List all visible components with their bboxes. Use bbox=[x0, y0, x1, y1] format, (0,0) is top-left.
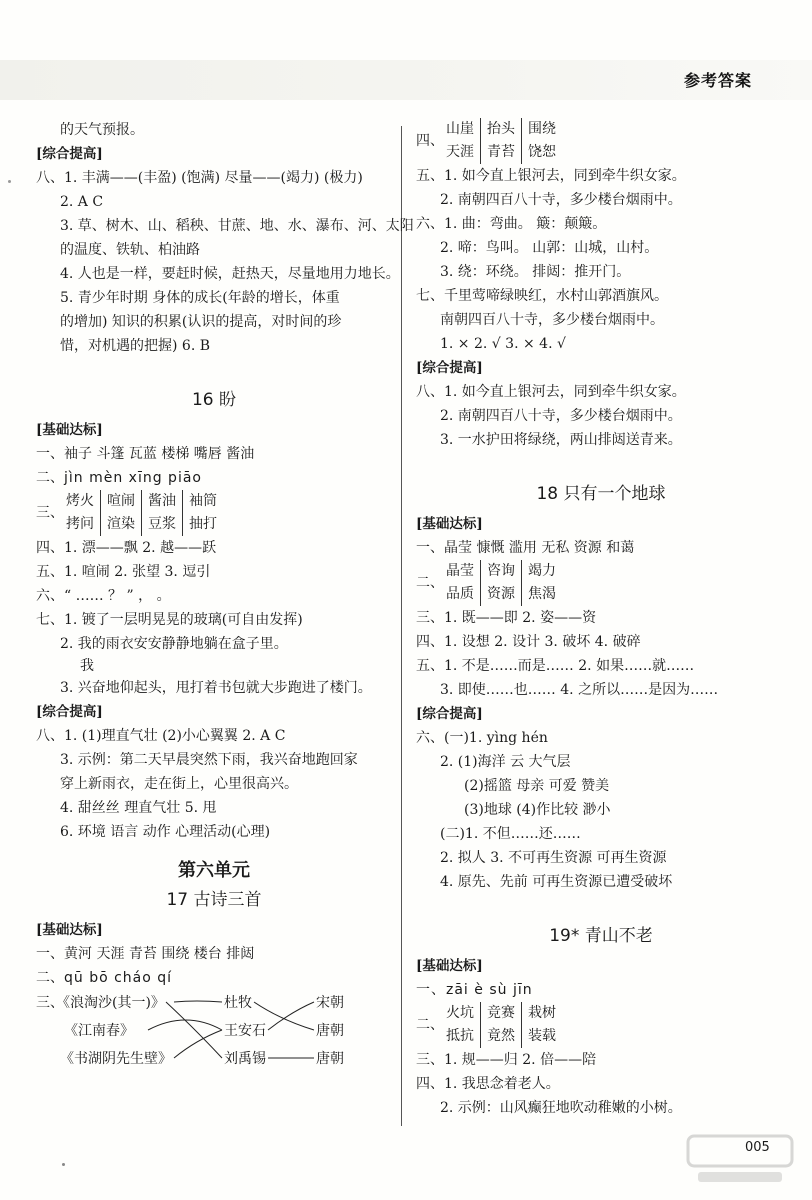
item-label: 四、 bbox=[416, 132, 444, 149]
answer-line: 3. 兴奋地仰起头，甩打着书包就大步跑进了楼门。 bbox=[60, 680, 372, 696]
word-pair bbox=[480, 118, 521, 164]
unit-title: 第六单元 bbox=[178, 860, 250, 881]
word-pair bbox=[182, 490, 223, 536]
word: 装载 bbox=[528, 1028, 556, 1044]
lesson-title: 17 古诗三首 bbox=[166, 890, 262, 910]
answer-line: (3)地球 (4)作比较 渺小 bbox=[464, 802, 611, 818]
word-pair bbox=[440, 1002, 480, 1048]
answer-line: 4. 人也是一样，要赶时候，赶热天，尽量地用力地长。 bbox=[60, 266, 400, 282]
word: 资源 bbox=[487, 586, 515, 602]
answer-line: 四、1. 我思念着老人。 bbox=[416, 1076, 560, 1092]
answer-line: 一、袖子 斗篷 瓦蓝 楼梯 嘴唇 酱油 bbox=[36, 446, 255, 462]
section-heading: [综合提高] bbox=[416, 706, 483, 722]
word: 天涯 bbox=[446, 144, 474, 160]
answer-line: 4. 甜丝丝 理直气壮 5. 甩 bbox=[60, 800, 217, 816]
watermark-logo bbox=[680, 1130, 800, 1190]
item-label: 三、 bbox=[36, 995, 64, 1011]
poem-dynasty: 唐朝 bbox=[316, 1051, 344, 1067]
pinyin-answer: qū bō cháo qí bbox=[64, 970, 173, 986]
word: 山崖 bbox=[446, 121, 474, 137]
word: 竟然 bbox=[487, 1028, 515, 1044]
word-pair bbox=[141, 490, 182, 536]
poem-dynasty: 唐朝 bbox=[316, 1023, 344, 1039]
answer-line: 的增加) 知识的积累(认识的提高，对时间的珍 bbox=[60, 314, 342, 330]
poem-author: 王安石 bbox=[224, 1023, 266, 1039]
answer-line: 五、1. 喧闹 2. 张望 3. 逗引 bbox=[36, 564, 211, 580]
poem-dynasty: 宋朝 bbox=[316, 995, 344, 1011]
matching-lines bbox=[36, 990, 392, 1074]
pinyin-line bbox=[36, 466, 392, 490]
word: 围绕 bbox=[528, 121, 556, 137]
section-heading: [综合提高] bbox=[416, 360, 483, 376]
word-pair bbox=[100, 490, 141, 536]
answer-line: 2. 示例：山风癫狂地吹动稚嫩的小树。 bbox=[440, 1100, 682, 1116]
poem-author: 刘禹锡 bbox=[224, 1051, 266, 1067]
answer-line: 六、1. 曲：弯曲。 簸：颠簸。 bbox=[416, 216, 607, 232]
word: 抵抗 bbox=[446, 1028, 474, 1044]
answer-line: 一、黄河 天涯 青苔 围绕 楼台 排闼 bbox=[36, 946, 255, 962]
answer-line: 2. 啼：鸟叫。 山郭：山城，山村。 bbox=[440, 240, 659, 256]
word: 品质 bbox=[446, 586, 474, 602]
answer-line: 七、1. 镀了一层明晃晃的玻璃(可自由发挥) bbox=[36, 612, 303, 628]
word-pair bbox=[440, 560, 480, 606]
word: 火坑 bbox=[446, 1005, 474, 1021]
answer-line: 5. 青少年时期 身体的成长(年龄的增长，体重 bbox=[60, 290, 340, 306]
poem-title: 《江南春》 bbox=[64, 1023, 134, 1039]
lesson-title: 16 盼 bbox=[191, 390, 237, 410]
answer-line: 2. 拟人 3. 不可再生资源 可再生资源 bbox=[440, 850, 667, 866]
section-heading: [基础达标] bbox=[36, 922, 103, 938]
answer-line: 穿上新雨衣，走在街上，心里很高兴。 bbox=[60, 776, 298, 792]
word-pair bbox=[60, 490, 100, 536]
word: 竞赛 bbox=[487, 1005, 515, 1021]
word-pair bbox=[521, 118, 562, 164]
section-heading: [基础达标] bbox=[416, 958, 483, 974]
answer-line: 3. 草、树木、山、稻秧、甘蔗、地、水、瀑布、河、太阳 bbox=[60, 218, 414, 234]
answer-line: 的温度、铁轨、柏油路 bbox=[60, 242, 200, 258]
answer-line: 八、1. 如今直上银河去，同到牵牛织女家。 bbox=[416, 384, 686, 400]
poem-title: 《浪淘沙(其一)》 bbox=[56, 995, 165, 1011]
pinyin-answer: jìn mèn xīng piāo bbox=[64, 470, 202, 486]
word-pair bbox=[480, 560, 521, 606]
answer-line: 6. 环境 语言 动作 心理活动(心理) bbox=[60, 824, 271, 840]
answer-line: (2)摇篮 母亲 可爱 赞美 bbox=[464, 778, 610, 794]
item-label: 三、 bbox=[36, 504, 64, 521]
answer-line: 1. × 2. √ 3. × 4. √ bbox=[440, 336, 566, 352]
answer-line: 一、晶莹 慷慨 滥用 无私 资源 和蔼 bbox=[416, 540, 635, 556]
answer-line: 南朝四百八十寺，多少楼台烟雨中。 bbox=[440, 312, 664, 328]
word-pair bbox=[521, 560, 562, 606]
word-pair bbox=[440, 118, 480, 164]
answer-line: 3. 即使……也…… 4. 之所以……是因为…… bbox=[440, 682, 719, 698]
answer-line: 四、1. 设想 2. 设计 3. 破坏 4. 破碎 bbox=[416, 634, 641, 650]
word: 晶莹 bbox=[446, 563, 474, 579]
word: 酱油 bbox=[148, 493, 176, 509]
word-group bbox=[416, 560, 786, 606]
word-group bbox=[36, 490, 392, 536]
poem-matching bbox=[36, 990, 392, 1074]
item-label: 二、 bbox=[416, 574, 444, 591]
answer-line: 三、1. 规——归 2. 倍——陪 bbox=[416, 1052, 597, 1068]
left-column bbox=[36, 118, 414, 1074]
answer-line: 3. 一水护田将绿绕，两山排闼送青来。 bbox=[440, 432, 682, 448]
word: 焦渴 bbox=[528, 586, 556, 602]
answer-line: 八、1. 丰满——(丰盈) (饱满) 尽量——(竭力) (极力) bbox=[36, 170, 363, 186]
word: 饶恕 bbox=[528, 144, 556, 160]
answer-line: 3. 绕：环绕。 排闼：推开门。 bbox=[440, 264, 631, 280]
word: 咨询 bbox=[487, 563, 515, 579]
margin-mark bbox=[8, 180, 11, 183]
word: 袖筒 bbox=[189, 493, 217, 509]
answer-line: 五、1. 如今直上银河去，同到牵牛织女家。 bbox=[416, 168, 686, 184]
word-group bbox=[416, 118, 786, 164]
pinyin-answer: 一、zāi è sù jīn bbox=[416, 982, 533, 998]
word-pair bbox=[480, 1002, 521, 1048]
answer-line: 八、1. (1)理直气壮 (2)小心翼翼 2. A C bbox=[36, 728, 286, 744]
answer-line: 2. 南朝四百八十寺，多少楼台烟雨中。 bbox=[440, 408, 682, 424]
word: 青苔 bbox=[487, 144, 515, 160]
word-pair bbox=[521, 1002, 562, 1048]
section-heading: [基础达标] bbox=[416, 516, 483, 532]
pinyin-line bbox=[416, 978, 786, 1002]
section-heading: [综合提高] bbox=[36, 146, 103, 162]
page-number: 005 bbox=[745, 1140, 770, 1155]
lesson-title: 18 只有一个地球 bbox=[536, 484, 666, 504]
word: 竭力 bbox=[528, 563, 556, 579]
item-label: 二、 bbox=[416, 1016, 444, 1033]
right-column bbox=[416, 118, 786, 1120]
answer-line: (二)1. 不但……还…… bbox=[440, 826, 581, 842]
answer-line: 的天气预报。 bbox=[60, 122, 144, 138]
word: 拷问 bbox=[66, 516, 94, 532]
section-heading: [综合提高] bbox=[36, 704, 103, 720]
word: 渲染 bbox=[107, 516, 135, 532]
word: 抬头 bbox=[487, 121, 515, 137]
answer-line: 六、(一)1. yìng hén bbox=[416, 730, 548, 746]
answer-line: 惜，对机遇的把握) 6. B bbox=[60, 338, 211, 354]
section-heading: [基础达标] bbox=[36, 422, 103, 438]
answer-line: 七、千里莺啼绿映红，水村山郭酒旗风。 bbox=[416, 288, 668, 304]
word: 烤火 bbox=[66, 493, 94, 509]
answer-line: 五、1. 不是……而是…… 2. 如果……就…… bbox=[416, 658, 695, 674]
item-label: 二、 bbox=[36, 470, 64, 486]
word: 喧闹 bbox=[107, 493, 135, 509]
poem-author: 杜牧 bbox=[224, 995, 252, 1011]
word-group bbox=[416, 1002, 786, 1048]
poem-title: 《书湖阴先生壁》 bbox=[60, 1051, 172, 1067]
page-header-title: 参考答案 bbox=[683, 71, 752, 90]
word: 抽打 bbox=[189, 516, 217, 532]
answer-line: 三、1. 既——即 2. 姿——资 bbox=[416, 610, 597, 626]
answer-line: 2. 我的雨衣安安静静地躺在盒子里。 bbox=[60, 636, 288, 652]
item-label: 二、 bbox=[36, 970, 64, 986]
answer-line: 四、1. 漂——飘 2. 越——跃 bbox=[36, 540, 217, 556]
answer-line: 六、“ …… ？ ” ， 。 bbox=[36, 588, 171, 604]
word: 豆浆 bbox=[148, 516, 176, 532]
pinyin-line bbox=[36, 966, 392, 990]
answer-line: 2. (1)海洋 云 大气层 bbox=[440, 754, 571, 770]
margin-mark bbox=[62, 1163, 65, 1166]
insertion-mark: 我 bbox=[80, 658, 94, 674]
answer-line: 3. 示例：第二天早晨突然下雨，我兴奋地跑回家 bbox=[60, 752, 358, 768]
lesson-title: 19* 青山不老 bbox=[549, 926, 653, 946]
answer-line: 2. 南朝四百八十寺，多少楼台烟雨中。 bbox=[440, 192, 682, 208]
answer-line: 4. 原先、先前 可再生资源已遭受破坏 bbox=[440, 874, 673, 890]
answer-line: 2. A C bbox=[60, 194, 104, 210]
column-divider bbox=[401, 126, 402, 1126]
word: 栽树 bbox=[528, 1005, 556, 1021]
